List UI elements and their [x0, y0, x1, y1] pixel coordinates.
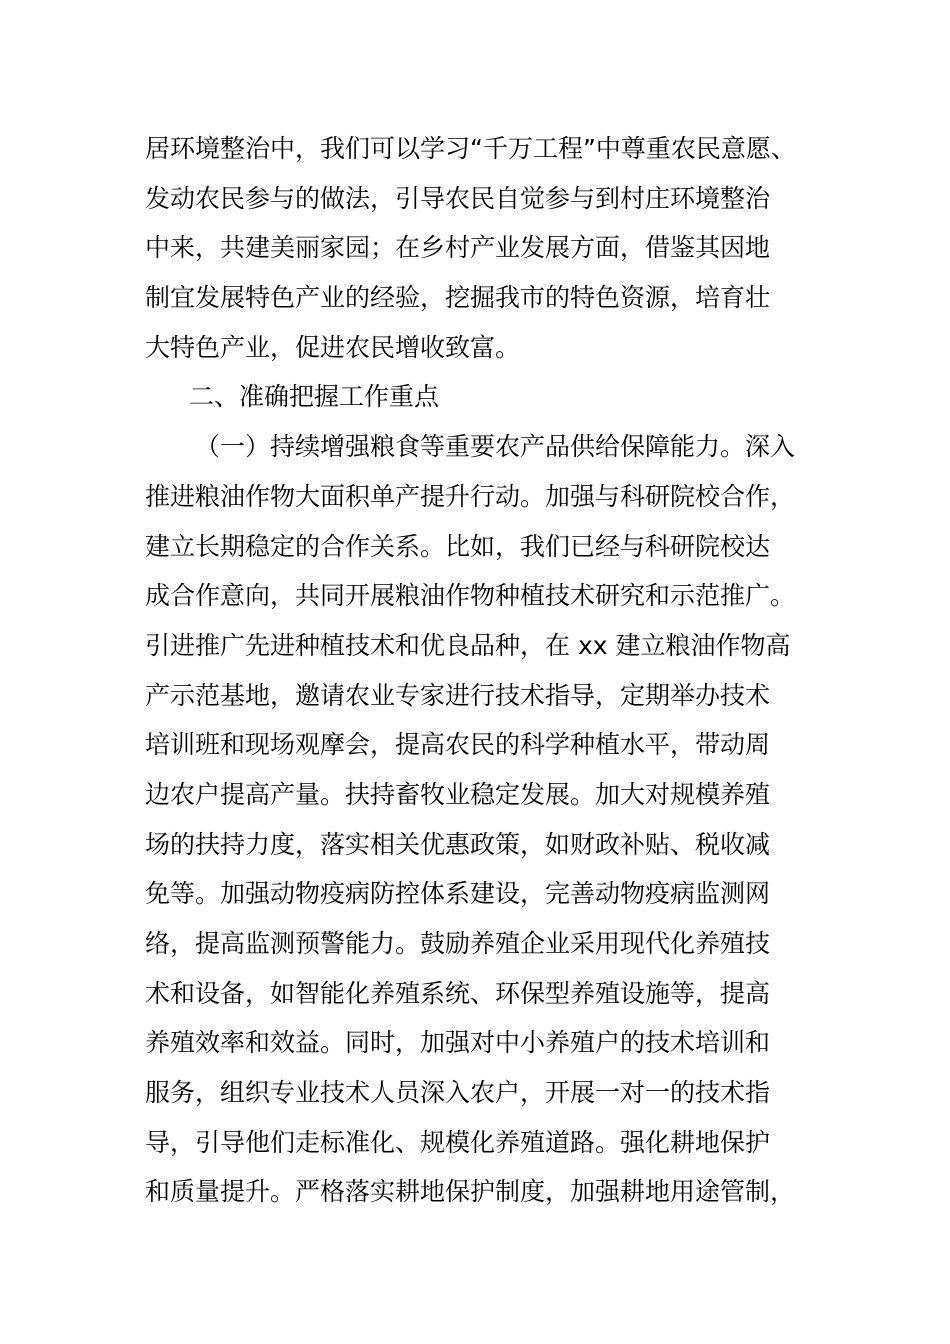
paragraph-line: 引进推广先进种植技术和优良品种，在 xx 建立粮油作物高 — [145, 630, 791, 660]
paragraph-line: （一）持续增强粮食等重要农产品供给保障能力。深入 — [195, 432, 796, 462]
paragraph-line: 推进粮油作物大面积单产提升行动。加强与科研院校合作， — [145, 481, 796, 511]
paragraph-line: 居环境整治中，我们可以学习“千万工程”中尊重农民意愿、 — [145, 134, 796, 163]
paragraph-line: 边农户提高产量。扶持畜牧业稳定发展。加大对规模养殖 — [145, 779, 771, 809]
paragraph-line: 和质量提升。严格落实耕地保护制度，加强耕地用途管制， — [145, 1177, 796, 1207]
section-heading: 二、准确把握工作重点 — [189, 382, 440, 412]
paragraph-line: 成合作意向，共同开展粮油作物种植技术研究和示范推广。 — [145, 581, 796, 611]
document-body — [145, 124, 815, 1217]
paragraph-line: 导，引导他们走标准化、规模化养殖道路。强化耕地保护 — [145, 1127, 771, 1157]
paragraph-line: 术和设备，如智能化养殖系统、环保型养殖设施等，提高 — [145, 978, 771, 1008]
paragraph-line: 养殖效率和效益。同时，加强对中小养殖户的技术培训和 — [145, 1028, 771, 1058]
paragraph-line: 发动农民参与的做法，引导农民自觉参与到村庄环境整治 — [145, 183, 771, 213]
paragraph-line: 免等。加强动物疫病防控体系建设，完善动物疫病监测网 — [145, 879, 771, 909]
paragraph-line: 服务，组织专业技术人员深入农户，开展一对一的技术指 — [145, 1078, 771, 1108]
paragraph-line: 产示范基地，邀请农业专家进行技术指导，定期举办技术 — [145, 680, 771, 710]
paragraph-line: 培训班和现场观摩会，提高农民的科学种植水平，带动周 — [145, 730, 771, 760]
paragraph-line: 场的扶持力度，落实相关优惠政策，如财政补贴、税收减 — [145, 829, 771, 859]
paragraph-line: 大特色产业，促进农民增收致富。 — [145, 332, 521, 362]
paragraph-line: 络，提高监测预警能力。鼓励养殖企业采用现代化养殖技 — [145, 929, 771, 958]
paragraph-line: 建立长期稳定的合作关系。比如，我们已经与科研院校达 — [145, 531, 771, 561]
paragraph-line: 制宜发展特色产业的经验，挖掘我市的特色资源，培育壮 — [145, 283, 771, 313]
paragraph-line: 中来，共建美丽家园；在乡村产业发展方面，借鉴其因地 — [145, 233, 771, 263]
